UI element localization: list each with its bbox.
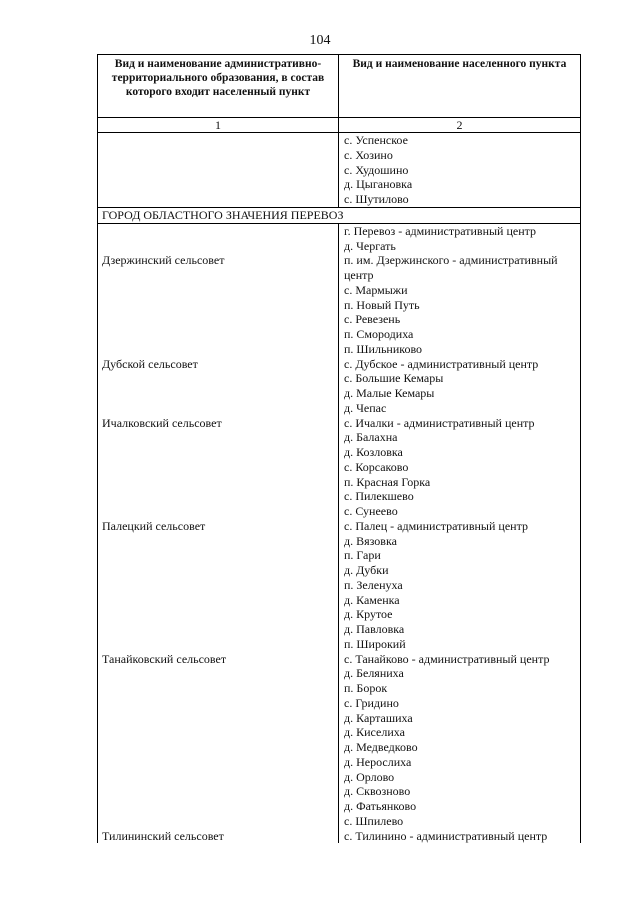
table-row — [98, 460, 580, 475]
table-row — [98, 593, 580, 608]
municipality-cell — [98, 740, 339, 755]
settlement-cell: д. Козловка — [344, 445, 403, 459]
municipality-cell: Ичалковский сельсовет — [102, 415, 222, 430]
settlement-cell: с. Ревезень — [344, 312, 401, 327]
settlement-cell: д. Медведково — [344, 740, 418, 754]
settlement-cell: с. Успенское — [344, 133, 408, 147]
table-row — [98, 784, 580, 799]
table-row — [98, 177, 580, 192]
settlement-cell: д. Орлово — [344, 769, 395, 784]
settlement-cell: д. Малые Кемары — [344, 386, 435, 400]
table-row — [98, 725, 580, 740]
table-row — [98, 829, 580, 844]
settlement-cell: с. Хозино — [344, 147, 393, 162]
municipality-cell — [98, 342, 339, 357]
municipality-cell — [98, 460, 339, 475]
table-row — [98, 283, 580, 298]
municipality-cell — [98, 563, 339, 578]
municipality-cell — [98, 711, 339, 726]
settlement-cell: с. Гридино — [344, 695, 399, 710]
settlement-cell: д. Цыгановка — [344, 177, 413, 192]
settlement-cell: д. Балахна — [344, 430, 398, 445]
table-row — [98, 504, 580, 519]
municipality-cell — [98, 666, 339, 681]
table-row — [98, 652, 580, 667]
settlement-cell: с. Корсаково — [344, 459, 409, 474]
column-numbers — [97, 118, 581, 133]
table-row — [98, 445, 580, 460]
settlement-cell: п. Смородиха — [344, 327, 414, 341]
settlement-cell: с. Шпилево — [344, 813, 404, 828]
table-row — [98, 416, 580, 431]
table-row — [98, 755, 580, 770]
table-row — [98, 430, 580, 445]
municipality-cell — [98, 177, 339, 192]
table-row — [98, 371, 580, 386]
settlements-table — [97, 54, 581, 843]
table-row — [98, 814, 580, 829]
municipality-cell: Тилининский сельсовет — [102, 828, 224, 843]
table-row — [98, 696, 580, 711]
settlement-cell: п. Широкий — [344, 636, 406, 651]
settlement-cell: д. Киселиха — [344, 725, 405, 740]
settlement-cell: д. Беляниха — [344, 666, 404, 681]
settlement-cell: с. Шутилово — [344, 192, 409, 206]
table-row — [98, 711, 580, 726]
table-row — [98, 133, 580, 148]
municipality-cell — [98, 607, 339, 622]
settlement-cell: п. Борок — [344, 681, 388, 695]
municipality-cell — [98, 283, 339, 298]
table-row — [98, 740, 580, 755]
municipality-cell — [98, 755, 339, 770]
table-row — [98, 681, 580, 696]
table-row — [98, 342, 580, 357]
table-row — [98, 148, 580, 163]
municipality-cell — [98, 578, 339, 593]
municipality-cell — [98, 784, 339, 799]
table-row — [98, 578, 580, 593]
municipality-cell — [98, 386, 339, 401]
table-row — [98, 357, 580, 372]
municipality-cell — [98, 371, 339, 386]
municipality-cell — [98, 725, 339, 740]
municipality-cell — [98, 327, 339, 342]
municipality-cell — [98, 622, 339, 637]
settlement-cell: с. Худошино — [344, 162, 409, 177]
settlement-cell: с. Большие Кемары — [344, 371, 444, 386]
municipality-cell — [98, 814, 339, 829]
municipality-cell — [98, 799, 339, 814]
table-row — [98, 799, 580, 814]
settlement-cell: п. Гари — [344, 548, 381, 563]
municipality-cell — [98, 504, 339, 519]
settlement-cell: д. Фатьянково — [344, 799, 417, 813]
settlement-cell: д. Чепас — [344, 400, 387, 415]
municipality-cell — [98, 401, 339, 416]
municipality-cell: Дубской сельсовет — [102, 356, 198, 371]
municipality-cell — [98, 148, 339, 163]
header-col2: Вид и наименование населенного пункта — [352, 58, 567, 70]
table-row — [98, 224, 580, 239]
municipality-cell — [98, 637, 339, 652]
column-number-2: 2 — [456, 118, 463, 132]
table-row — [98, 298, 580, 313]
table-row — [98, 327, 580, 342]
municipality-cell — [98, 770, 339, 785]
settlement-cell: с. Ичалки - административный центр — [344, 415, 535, 430]
table-row — [98, 253, 580, 268]
table-row — [98, 563, 580, 578]
settlement-cell: п. Красная Горка — [344, 474, 431, 489]
settlement-cell: с. Дубское - административный центр — [344, 356, 539, 371]
settlement-cell: д. Павловка — [344, 622, 405, 636]
municipality-cell — [98, 298, 339, 313]
settlement-cell: п. им. Дзержинского - административный — [344, 253, 558, 268]
municipality-cell — [98, 696, 339, 711]
settlement-cell: д. Карташиха — [344, 710, 413, 725]
settlement-cell: д. Вязовка — [344, 533, 397, 548]
settlement-cell: д. Нерослиха — [344, 754, 412, 769]
settlement-cell: д. Сквозново — [344, 784, 411, 799]
municipality-cell — [98, 192, 339, 207]
settlement-cell: с. Тилинино - административный центр — [344, 828, 548, 843]
municipality-cell: Палецкий сельсовет — [102, 518, 206, 533]
settlement-cell: д. Крутое — [344, 607, 393, 622]
table-row — [98, 489, 580, 504]
table-row — [98, 192, 580, 207]
municipality-cell — [98, 224, 339, 239]
municipality-cell — [98, 489, 339, 504]
table-row — [98, 607, 580, 622]
settlement-cell: д. Дубки — [344, 563, 389, 577]
table-row — [98, 622, 580, 637]
column-number-1: 1 — [98, 118, 339, 132]
table-row — [98, 548, 580, 563]
page-number: 104 — [309, 33, 331, 48]
table-row — [98, 401, 580, 416]
table-row — [98, 312, 580, 327]
table-header — [97, 54, 581, 118]
municipality-cell — [98, 239, 339, 254]
table-row — [98, 666, 580, 681]
municipality-cell: Танайковский сельсовет — [102, 651, 227, 666]
municipality-cell — [98, 445, 339, 460]
municipality-cell — [98, 475, 339, 490]
municipality-cell — [98, 430, 339, 445]
table-body — [97, 133, 581, 843]
city-section-title: ГОРОД ОБЛАСТНОГО ЗНАЧЕНИЯ ПЕРЕВОЗ — [98, 207, 580, 224]
settlement-cell: с. Сунеево — [344, 504, 398, 518]
settlement-cell: п. Зеленуха — [344, 577, 403, 592]
municipality-cell — [98, 681, 339, 696]
municipality-cell — [98, 268, 339, 283]
header-col1: Вид и наименование административно-территориального образования, в состав которого входит населенный пункт — [98, 55, 339, 117]
municipality-cell — [98, 163, 339, 178]
table-row — [98, 239, 580, 254]
municipality-cell — [98, 548, 339, 563]
settlement-cell: с. Палец - административный центр — [344, 518, 528, 533]
municipality-cell — [98, 133, 339, 148]
municipality-cell — [98, 534, 339, 549]
settlement-cell: г. Перевоз - административный центр — [344, 223, 537, 238]
table-row — [98, 386, 580, 401]
settlement-cell: центр — [344, 268, 374, 282]
table-row — [98, 163, 580, 178]
table-row — [98, 770, 580, 785]
settlement-cell: д. Каменка — [344, 592, 400, 607]
table-row — [98, 519, 580, 534]
settlement-cell: п. Новый Путь — [344, 297, 420, 312]
table-row — [98, 268, 580, 283]
municipality-cell — [98, 593, 339, 608]
municipality-cell — [98, 312, 339, 327]
settlement-cell: с. Танайково - административный центр — [344, 651, 550, 666]
table-row — [98, 637, 580, 652]
table-row — [98, 475, 580, 490]
table-row — [98, 534, 580, 549]
municipality-cell: Дзержинский сельсовет — [102, 253, 225, 268]
settlement-cell: д. Чергать — [344, 238, 396, 253]
settlement-cell: п. Шильниково — [344, 341, 423, 356]
settlement-cell: с. Пилекшево — [344, 489, 414, 504]
settlement-cell: с. Мармыжи — [344, 282, 408, 297]
